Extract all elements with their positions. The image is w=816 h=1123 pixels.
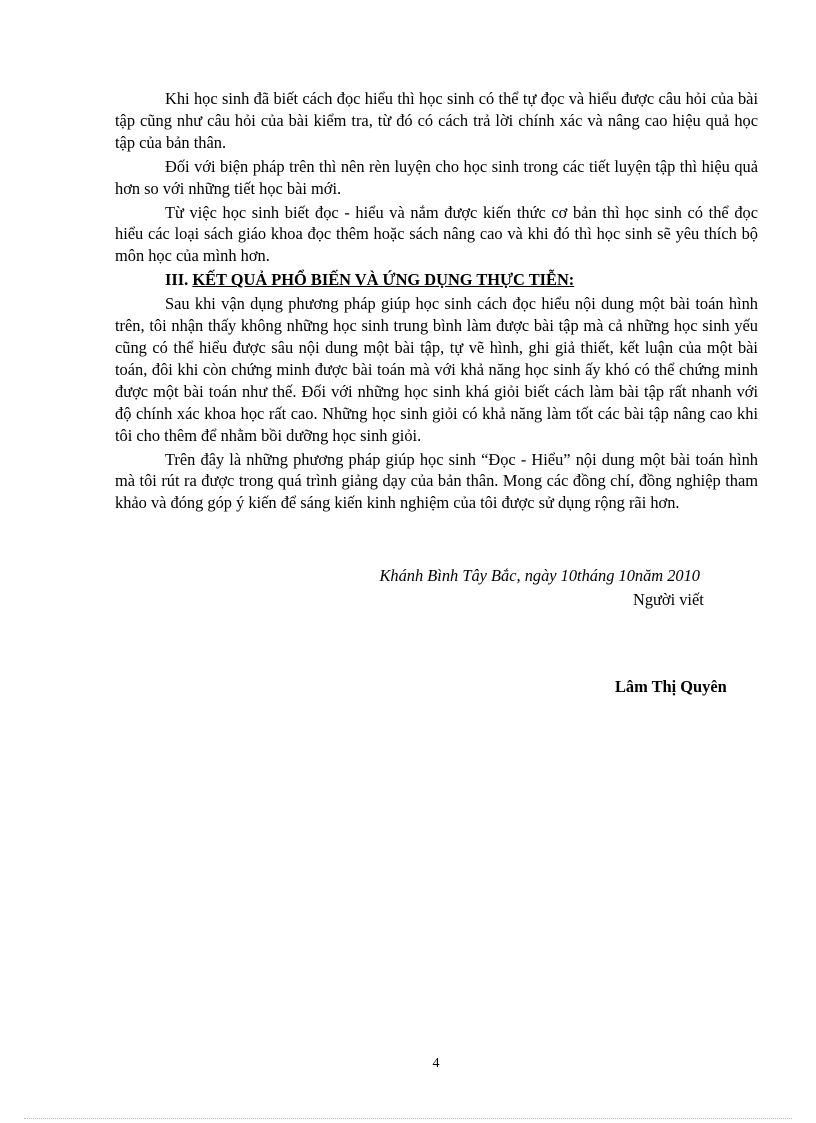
section-paragraph-1: Sau khi vận dụng phương pháp giúp học sinh cách đọc hiểu nội dung một bài toán hình trên, tôi nhận thấy không những học sinh trung bình làm được bài tập mà cả những học sinh yếu cũng có thể hiểu được sâu nội dung một bài tập, tự vẽ hình, ghi giả thiết, kết luận của một bài toán, đôi khi còn chứng minh được bài toán mà với khả năng học sinh ấy khó có thể chứng minh được một bài toán như thế. Đối với những học sinh khá giỏi biết cách làm bài tập rất nhanh với độ chính xác khoa học rất cao. Những học sinh giỏi có khả năng làm tốt các bài tập nâng cao khi tôi cho thêm để nhằm bồi dưỡng học sinh giỏi. <box>115 294 758 445</box>
paragraph-1: Khi học sinh đã biết cách đọc hiểu thì học sinh có thể tự đọc và hiểu được câu hỏi của bài tập cũng như câu hỏi của bài kiểm tra, từ đó có cách trả lời chính xác và nâng cao hiệu quả học tập của bản thân. <box>115 89 758 152</box>
document-body <box>115 88 758 516</box>
signature-role: Người viết <box>633 590 704 609</box>
page-number: 4 <box>432 1056 440 1071</box>
page-bottom-divider <box>24 1118 792 1119</box>
signature-name: Lâm Thị Quyên <box>615 677 727 696</box>
section-heading <box>115 269 758 291</box>
section-number: III. <box>165 270 189 290</box>
paragraph-3: Từ việc học sinh biết đọc - hiểu và nắm được kiến thức cơ bản thì học sinh có thể đọc hiểu các loại sách giáo khoa đọc thêm hoặc sách nâng cao và khi đó thì học sinh sẽ yêu thích bộ môn học của mình hơn. <box>115 202 758 266</box>
paragraph-2: Đối với biện pháp trên thì nên rèn luyện cho học sinh trong các tiết luyện tập thì hiệu quả hơn so với những tiết học bài mới. <box>115 156 758 198</box>
signature-place-date: Khánh Bình Tây Bắc, ngày 10tháng 10năm 2010 <box>379 566 700 585</box>
section-paragraph-2: Trên đây là những phương pháp giúp học sinh “Đọc - Hiểu” nội dung một bài toán hình mà tôi rút ra được trong quá trình giảng dạy của bản thân. Mong các đồng chí, đồng nghiệp tham khảo và đóng góp ý kiến để sáng kiến kinh nghiệm của tôi được sử dụng rộng rãi hơn. <box>115 449 758 513</box>
section-title: KẾT QUẢ PHỔ BIẾN VÀ ỨNG DỤNG THỰC TIỄN: <box>192 270 575 290</box>
